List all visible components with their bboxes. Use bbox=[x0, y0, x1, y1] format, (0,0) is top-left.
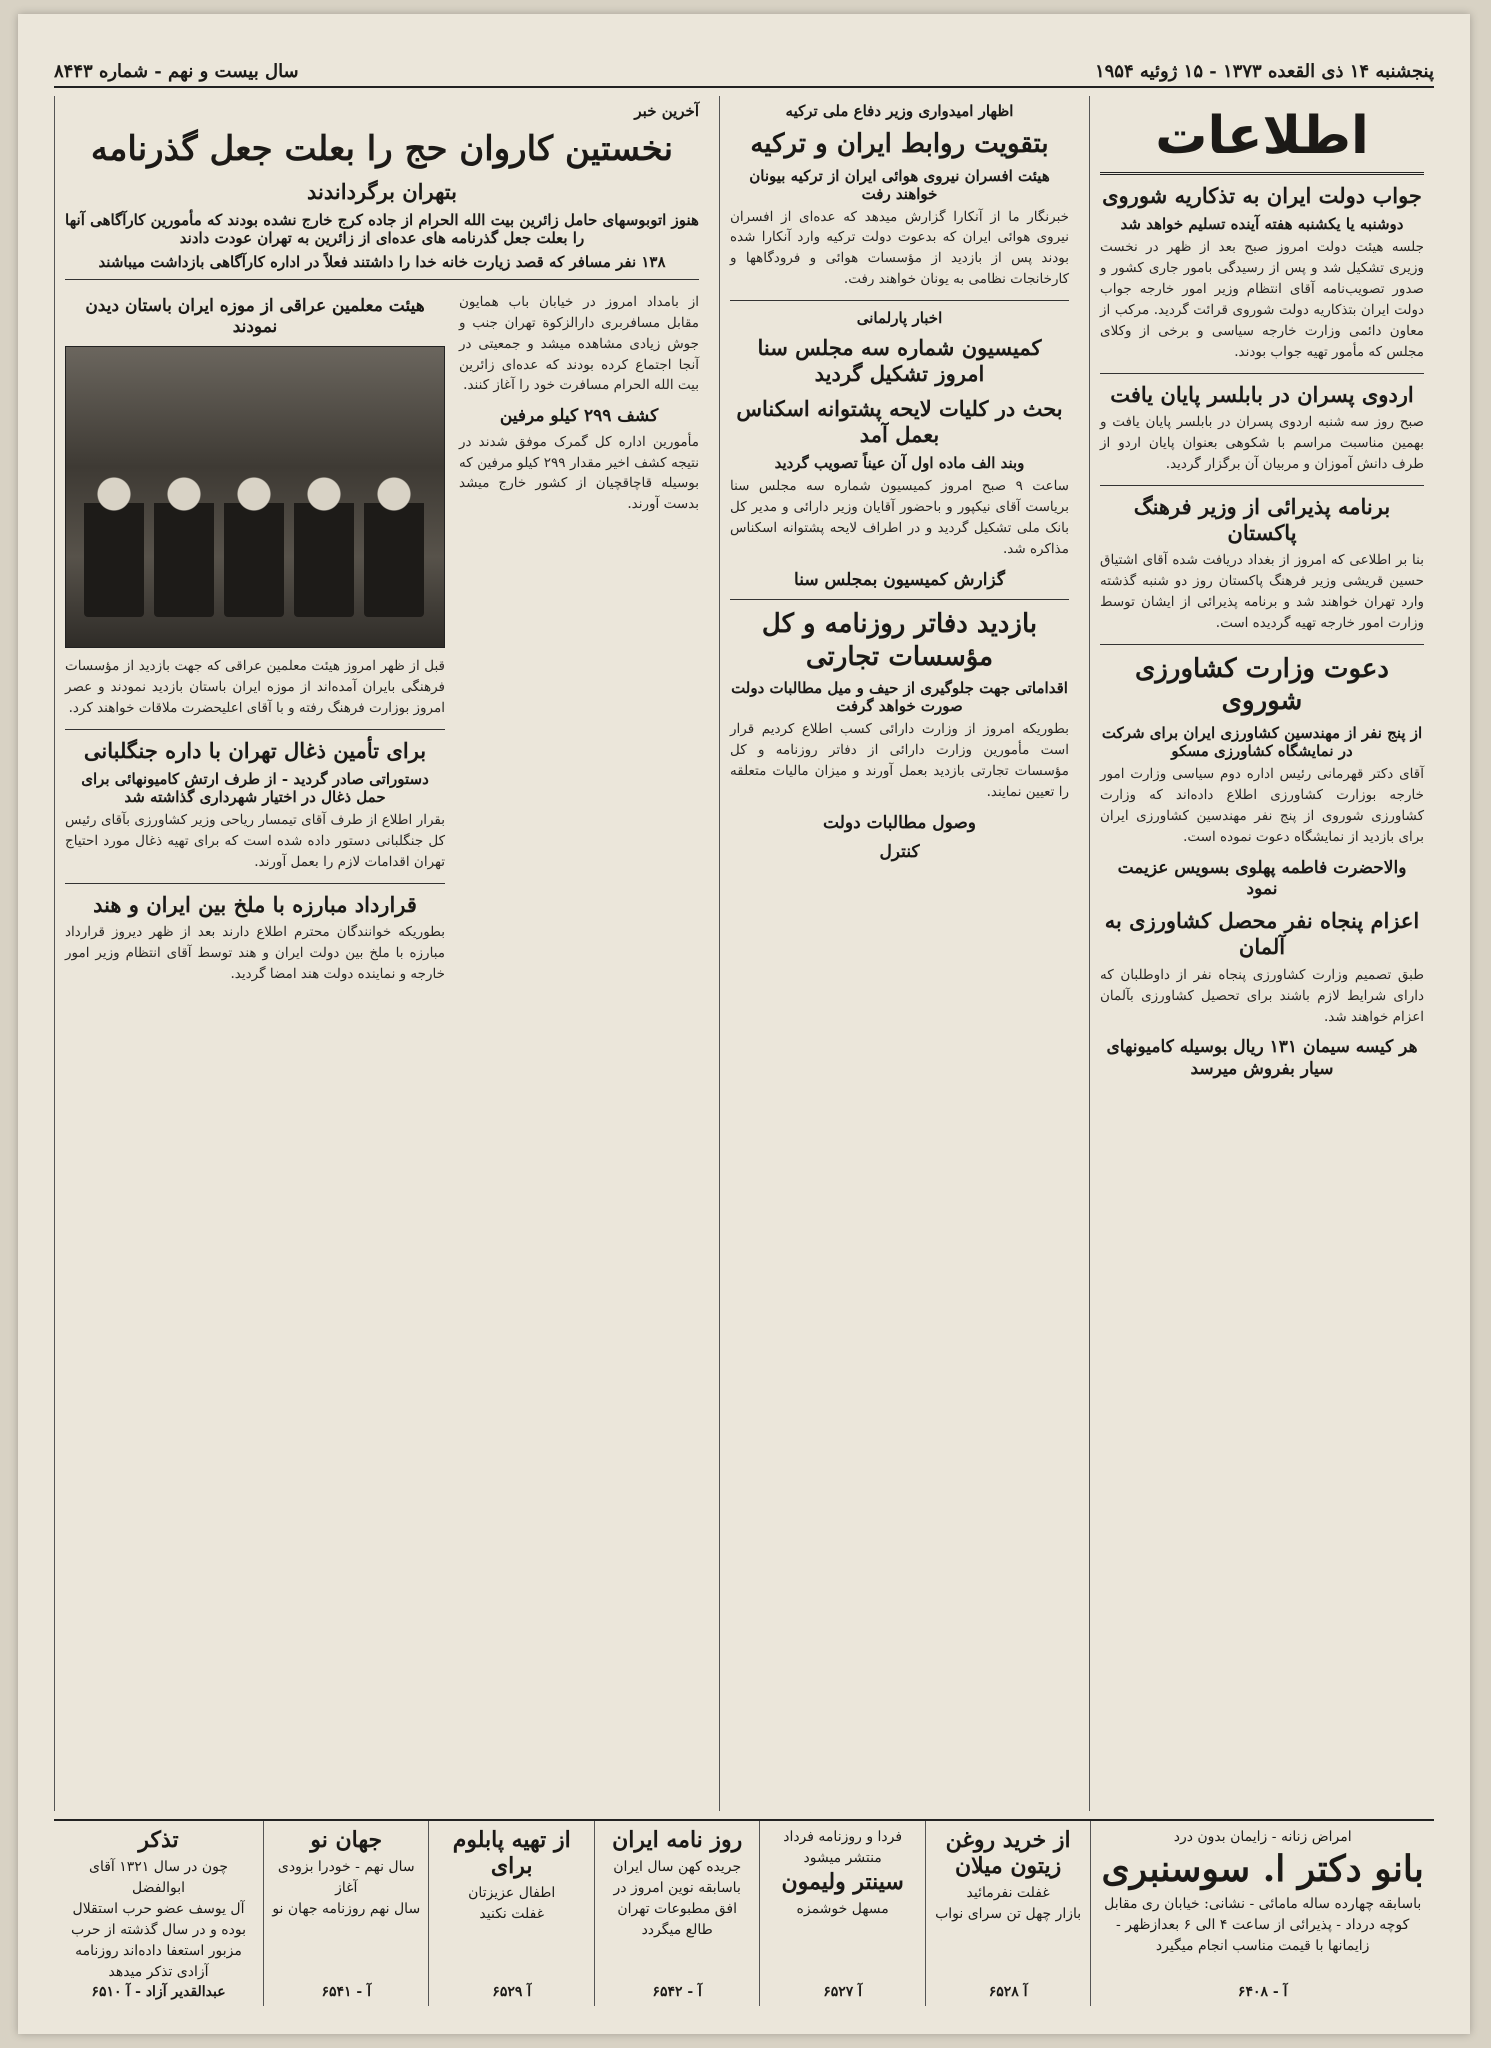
subhead-article-approved: وبند الف ماده اول آن عیناً تصویب گردید bbox=[774, 454, 1025, 473]
ad-doctor bbox=[1090, 1821, 1434, 2006]
article-babolsar-camp: صبح روز سه شنبه اردوی پسران در بابلسر پایان یافت و بهمین مناسبت مراسم با شکوهی بعنوان پایان اردو از طرف دانش آموزان و مربیان آن برگزار گردید. bbox=[1100, 414, 1424, 472]
headline-soviet-agriculture: دعوت وزارت کشاورزی شوروی bbox=[1135, 653, 1389, 717]
ad-notice-phone: عبدالقدیر آزاد - آ ۶۵۱۰ bbox=[91, 1984, 226, 2000]
photo-person bbox=[294, 467, 354, 617]
headline-soviet-note: جواب دولت ایران به تذکاریه شوروی bbox=[1102, 183, 1422, 208]
headline-drug-seizure: کشف ۲۹۹ کیلو مرفین bbox=[499, 406, 659, 427]
headline-commission-report: گزارش کمیسیون بمجلس سنا bbox=[794, 569, 1005, 590]
article-soviet-agriculture: آقای دکتر قهرمانی رئیس اداره دوم سیاسی وزارت امور خارجه بوزارت کشاورزی اطلاع داده‌اند که وزارت کشاورزی شوروی از پنج نفر مهندسین کشاورزی ایران برای بازدید از نمایشگاه دعوت نموده است. bbox=[1100, 765, 1424, 845]
ad-iran-phone: آ - ۶۵۴۲ bbox=[652, 1984, 702, 2000]
ad-pablum bbox=[428, 1821, 593, 2006]
subhead-hajj-buses: هنوز اتوبوسهای حامل زائرین بیت الله الحرام از جاده کرج خارج نشده بودند که مأمورین کارآگاهی آنها را بعلت جعل گذرنامه های عده‌ای از زائرین به تهران عودت دادند bbox=[65, 210, 699, 247]
newspaper-logo: اطلاعات bbox=[1100, 106, 1424, 175]
ad-pablum-title: از تهیه پابلوم برای bbox=[452, 1827, 571, 1879]
article-pakistan-minister: بنا بر اطلاعی که امروز از بغداد دریافت شده آقای اشتیاق حسین قریشی وزیر فرهنگ پاکستان روز دو شنبه گذشته وارد تهران خواهند شد و برنامه پذیرائی از ایشان توسط وزارت امور خارجه تهیه گردیده است. bbox=[1100, 552, 1424, 632]
ad-pablum-name: اطفال عزیزتان bbox=[468, 1885, 556, 1901]
ad-jahan-no bbox=[263, 1821, 428, 2006]
headline-control: کنترل bbox=[879, 842, 920, 863]
divider bbox=[730, 300, 1069, 301]
subhead-soviet-agriculture: از پنج نفر از مهندسین کشاورزی ایران برای شرکت در نمایشگاه کشاورزی مسکو bbox=[1101, 723, 1423, 760]
headline-babolsar-camp: اردوی پسران در بابلسر پایان یافت bbox=[1110, 381, 1414, 407]
ad-doctor-phone: آ - ۶۴۰۸ bbox=[1237, 1984, 1288, 2000]
ad-laxative-title: سینتر ولیمون bbox=[781, 1869, 904, 1895]
headline-charcoal: برای تأمین ذغال تهران با داره جنگلبانی bbox=[83, 738, 427, 764]
subhead-charcoal: دستوراتی صادر گردید - از طرف ارتش کامیونهائی برای حمل ذغال در اختیار شهرداری گذاشته شد bbox=[81, 770, 429, 807]
divider bbox=[1100, 644, 1424, 645]
ad-laxative-phone: آ ۶۵۲۷ bbox=[823, 1984, 863, 2000]
ad-iran-name: جریده کهن سال ایران bbox=[613, 1859, 742, 1875]
article-iran-turkey: خبرنگار ما از آنکارا گزارش میدهد که عده‌ای از افسران نیروی هوائی ایران که بدعوت دولت ترکیه وارد آنکارا شده بودند پس از بازدید از مؤسسات هوائی و فرودگاهها و کارخانجات نظامی به یونان خواهند رفت. bbox=[730, 208, 1069, 288]
article-hajj-caravan: از بامداد امروز در خیابان باب همایون مقابل مسافربری دارالزکوة تهران جنب و جوش زیادی مشاهده میشد و جمعیتی در آنجا اجتماع کرده بودند که عده‌ای زائرین بیت الله الحرام مسافرت خود را آغاز کنند. bbox=[459, 293, 699, 394]
subhead-hajj-detained: ۱۳۸ نفر مسافر که قصد زیارت خانه خدا را داشتند فعلاً در اداره کارآگاهی بازداشت میباشند bbox=[98, 252, 666, 271]
article-senate-commission: ساعت ۹ صبح امروز کمیسیون شماره سه مجلس سنا بریاست آقای نیکپور و باحضور آقایان وزیر دارائی و مدیر کل بانک ملی تشکیل گردید و در اطراف لایحه پشتوانه اسکناس مذاکره شد. bbox=[730, 478, 1069, 557]
hajj-article-column bbox=[459, 288, 699, 995]
photo-person bbox=[154, 467, 214, 617]
headline-senate-commission: کمیسیون شماره سه مجلس سنا امروز تشکیل گردید bbox=[757, 335, 1042, 387]
ad-pablum-desc: غفلت نکنید bbox=[479, 1906, 545, 1922]
ad-olive-desc: بازار چهل تن سرای نواب bbox=[935, 1906, 1082, 1922]
headline-princess-fatemeh: والاحضرت فاطمه پهلوی بسویس عزیمت نمود bbox=[1117, 857, 1407, 899]
ad-jahan-name: سال نهم - خودرا بزودی آغاز bbox=[277, 1859, 415, 1896]
divider bbox=[65, 729, 445, 730]
subhead-soviet-note: دوشنبه یا یکشنبه هفته آینده تسلیم خواهد شد bbox=[1120, 215, 1404, 234]
ad-doctor-name: بانو دکتر ا. سوسنبری bbox=[1101, 1848, 1424, 1890]
ad-jahan-title: جهان نو bbox=[310, 1827, 383, 1853]
headline-business-audit: بازدید دفاتر روزنامه و کل مؤسسات تجارتی bbox=[761, 609, 1038, 672]
article-drug-seizure: مأمورین اداره کل گمرک موفق شدند در نتیجه کشف اخیر مقدار ۲۹۹ کیلو مرفین که بوسیله قاچاقچیان از کشور خارج میشد بدست آورند. bbox=[459, 433, 699, 513]
ad-olive-phone: آ ۶۵۲۸ bbox=[988, 1984, 1028, 2000]
article-soviet-note: جلسه هیئت دولت امروز صبح بعد از ظهر در نخست وزیری تشکیل شد و پس از رسیدگی بامور جاری کشور و صدور تصویب‌نامه آقای انتظام وزیر امور خارجه جواب دولت ایران بتذکاریه دولت شوروی قرائت گردید. مرکب از معاون دائمی وزارت خارجه سیاسی و برخی از وکلای مجلس که مأمور تهیه جواب بودند. bbox=[1100, 239, 1424, 360]
column-right bbox=[1089, 96, 1434, 1811]
ad-notice-desc: آل یوسف عضو حرب استقلال بوده و در سال گذشته از حرب مزبور استعفا داده‌اند روزنامه آزادی تذکر میدهد bbox=[71, 1901, 247, 1980]
headline-hajj-returned: بتهران برگرداندند bbox=[307, 178, 457, 204]
photo-person bbox=[364, 467, 424, 617]
divider bbox=[1100, 373, 1424, 374]
ad-olive-name: غفلت نفرمائید bbox=[966, 1885, 1050, 1901]
column-left bbox=[54, 96, 709, 1811]
kicker-latest-news: آخرین خبر bbox=[634, 102, 699, 120]
divider bbox=[1100, 485, 1424, 486]
hajj-photo-row bbox=[65, 288, 699, 995]
article-locust-treaty: بطوریکه خوانندگان محترم اطلاع دارند بعد از ظهر دیروز قرارداد مبارزه با ملخ بین دولت ایران و هند توسط آقای انتظام وزیر امور خارجه و نماینده دولت هند امضا گردید. bbox=[65, 924, 445, 983]
divider bbox=[65, 883, 445, 884]
ads-strip bbox=[54, 1819, 1434, 2006]
masthead-date: پنجشنبه ۱۴ ذی القعده ۱۳۷۳ - ۱۵ ژوئیه ۱۹۵۴ bbox=[1094, 60, 1434, 82]
ad-iran-desc: باسابقه نوین امروز در افق مطبوعات تهران طالع میگردد bbox=[613, 1880, 741, 1938]
article-charcoal: بقرار اطلاع از طرف آقای تیمسار ریاحی وزیر کشاورزی بآقای رئیس کل جنگلبانی دستور داده شده است که برای تهیه ذغال مورد احتیاج تهران اقدامات لازم را بعمل آورند. bbox=[65, 812, 445, 871]
ad-doctor-title: امراض زنانه - زایمان بدون درد bbox=[1173, 1829, 1352, 1845]
headline-cement-price: هر کیسه سیمان ۱۳۱ ریال بوسیله کامیونهای سیار بفروش میرسد bbox=[1106, 1037, 1418, 1079]
article-iraqi-teachers: قبل از ظهر امروز هیئت معلمین عراقی که جهت بازدید از مؤسسات فرهنگی بایران آمده‌اند از موزه ایران باستان بازدید نمودند و عصر امروز بوزارت فرهنگ رفته و با آقای اعلیحضرت ملاقات خواهند کرد. bbox=[65, 658, 445, 717]
divider bbox=[65, 279, 699, 280]
ad-notice-title: تذکر bbox=[138, 1827, 179, 1853]
photo-iraqi-teachers bbox=[65, 346, 445, 648]
subhead-iran-turkey: هیئت افسران نیروی هوائی ایران از ترکیه بیونان خواهند رفت bbox=[749, 166, 1050, 203]
ad-iran-newspaper bbox=[594, 1821, 759, 2006]
masthead bbox=[54, 56, 1434, 88]
ad-iran-title: روز نامه ایران bbox=[612, 1827, 743, 1853]
ad-laxative bbox=[759, 1821, 924, 2006]
headline-locust-treaty: قرارداد مبارزه با ملخ بین ایران و هند bbox=[93, 892, 417, 918]
subhead-banknote-reserve: بحث در کلیات لایحه پشتوانه اسکناس بعمل آمد bbox=[736, 395, 1063, 447]
headline-government-claims: وصول مطالبات دولت bbox=[823, 812, 976, 833]
ad-laxative-desc: فردا و روزنامه فرداد منتشر میشود bbox=[783, 1829, 903, 1866]
masthead-issue: سال بیست و نهم - شماره ۸۴۴۳ bbox=[54, 60, 299, 82]
article-business-audit: بطوریکه امروز از وزارت دارائی کسب اطلاع کردیم قرار است مأمورین وزارت دارائی از دفاتر روزنامه و کل مؤسسات تجارتی بازدید بعمل آورند و میزان مالیات متعلقه را تعیین نمایند. bbox=[730, 721, 1069, 800]
ad-olive-title: از خرید روغن زیتون میلان bbox=[945, 1827, 1071, 1879]
ad-doctor-desc: باسابقه چهارده ساله مامائی - نشانی: خیابان ری مقابل کوچه درداد - پذیرائی از ساعت ۴ الی ۶ بعدازظهر - زایمانها با قیمت مناسب انجام میگیرد bbox=[1104, 1896, 1422, 1954]
headline-students-germany: اعزام پنجاه نفر محصل کشاورزی به آلمان bbox=[1104, 908, 1420, 960]
column-mid-right bbox=[719, 96, 1079, 1811]
headline-iraqi-teachers: هیئت معلمین عراقی از موزه ایران باستان دیدن نمودند bbox=[85, 295, 425, 337]
kicker-parliament: اخبار پارلمانی bbox=[856, 309, 943, 328]
ad-notice bbox=[54, 1821, 263, 2006]
ad-notice-name: چون در سال ۱۳۲۱ آقای ابوالفضل bbox=[88, 1859, 229, 1896]
headline-iran-turkey: بتقویت روابط ایران و ترکیه bbox=[750, 129, 1049, 159]
kicker-turkey: اظهار امیدواری وزیر دفاع ملی ترکیه bbox=[785, 102, 1014, 120]
ad-laxative-name: مسهل خوشمزه bbox=[796, 1901, 889, 1917]
ad-olive-oil bbox=[925, 1821, 1090, 2006]
iraqi-teachers-block bbox=[65, 288, 445, 995]
newspaper-page bbox=[18, 14, 1470, 2034]
ad-jahan-desc: سال نهم روزنامه جهان نو bbox=[272, 1901, 421, 1917]
photo-person bbox=[224, 467, 284, 617]
ad-jahan-phone: آ - ۶۵۴۱ bbox=[321, 1984, 372, 2000]
article-students-germany: طبق تصمیم وزارت کشاورزی پنجاه نفر از داوطلبان که دارای شرایط لازم باشند برای تحصیل کشاورزی بآلمان اعزام خواهند شد. bbox=[1100, 966, 1424, 1025]
subhead-business-audit: اقداماتی جهت جلوگیری از حیف و میل مطالبات دولت صورت خواهد گرفت bbox=[731, 679, 1068, 716]
headline-hajj-caravan: نخستین کاروان حج را بعلت جعل گذرنامه bbox=[90, 129, 674, 169]
ad-pablum-phone: آ ۶۵۲۹ bbox=[492, 1984, 532, 2000]
photo-person bbox=[84, 467, 144, 617]
headline-pakistan-minister: برنامه پذیرائی از وزیر فرهنگ پاکستان bbox=[1133, 493, 1391, 546]
divider bbox=[730, 599, 1069, 600]
